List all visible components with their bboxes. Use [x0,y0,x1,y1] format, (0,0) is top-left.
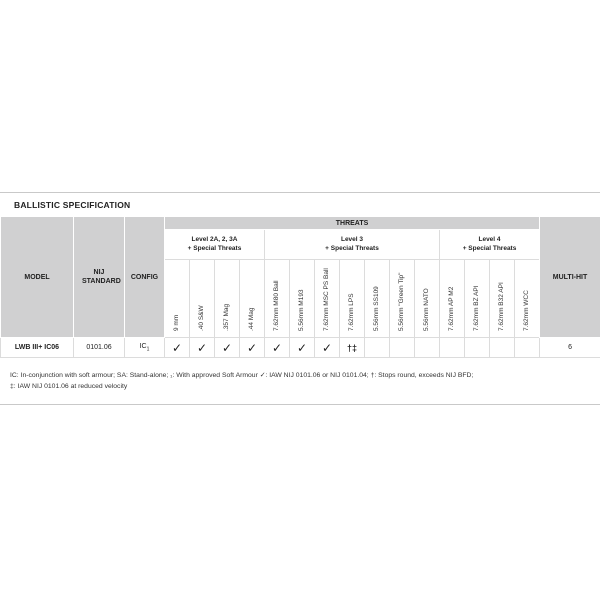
threat-label: 7.62mm BZ API [473,285,480,331]
threat-header [490,260,515,338]
threat-result-cell: ✓ [315,338,340,358]
threat-result-cell: ✓ [290,338,315,358]
model-cell: LWB III+ IC06 [1,338,74,358]
threat-result-cell [440,338,465,358]
level-group-2: Level 3 + Special Threats [265,230,440,260]
threat-label: .357 Mag [223,303,230,331]
threat-header [515,260,540,338]
threat-result-cell [390,338,415,358]
nij-cell: 0101.06 [74,338,125,358]
footnotes [10,370,590,392]
threat-label: 5.56mm NATO [423,288,430,331]
header-config: CONFIG [125,217,165,338]
threat-header [190,260,215,338]
threat-result-cell [415,338,440,358]
header-nij-standard: NIJ STANDARD [74,217,125,338]
threat-header [290,260,315,338]
threat-result-cell [365,338,390,358]
level-group-3: Level 4 + Special Threats [440,230,540,260]
footnote-line: IC: In-conjunction with soft armour; SA: Stand-alone; ₁: With approved Soft Armour ✓: IAW NIJ 0101.06 or NIJ 0101.04; †: Stops round, exceeds NIJ BFD; [10,372,474,379]
threat-header [390,260,415,338]
threat-label: 5.56mm "Green Tip" [398,272,405,331]
threat-result-cell [490,338,515,358]
threat-header [265,260,290,338]
threat-header [340,260,365,338]
footnote-line: ‡: IAW NIJ 0101.06 at reduced velocity [10,383,128,390]
threat-header [415,260,440,338]
header-threats: THREATS [165,217,540,230]
header-model: MODEL [1,217,74,338]
threat-label: 7.62mm B32 API [498,282,505,331]
threat-header [315,260,340,338]
threat-header [465,260,490,338]
threat-result-cell [515,338,540,358]
threat-result-cell: ✓ [265,338,290,358]
threat-label: 7.62mm M80 Ball [273,280,280,331]
threat-label: 5.56mm M193 [298,289,305,331]
ballistic-table [0,216,600,358]
threat-header [365,260,390,338]
threat-label: 7.62mm MSC PS Ball [323,268,330,331]
threat-result-cell: †‡ [340,338,365,358]
threat-result-cell [465,338,490,358]
threat-label: .40 S&W [198,305,205,331]
threat-header [240,260,265,338]
threat-header [165,260,190,338]
threat-label: 7.62mm AP M2 [448,286,455,331]
config-cell: $IC_1$ [125,338,165,358]
header-multi-hit: MULTI-HIT [540,217,600,338]
threat-header [440,260,465,338]
threat-header [215,260,240,338]
threat-label: 7.62mm LPS [348,293,355,331]
level-group-1: Level 2A, 2, 3A + Special Threats [165,230,265,260]
section-title: BALLISTIC SPECIFICATION [14,200,131,210]
threat-result-cell: ✓ [165,338,190,358]
threat-result-cell: ✓ [190,338,215,358]
threat-label: 5.56mm SS109 [373,286,380,331]
multi-hit-cell: 6 [540,338,600,358]
threat-label: 9 mm [173,314,180,331]
threat-result-cell: ✓ [215,338,240,358]
threat-label: 7.62mm WCC [523,290,531,331]
threat-label: .44 Mag [248,307,255,331]
threat-result-cell: ✓ [240,338,265,358]
